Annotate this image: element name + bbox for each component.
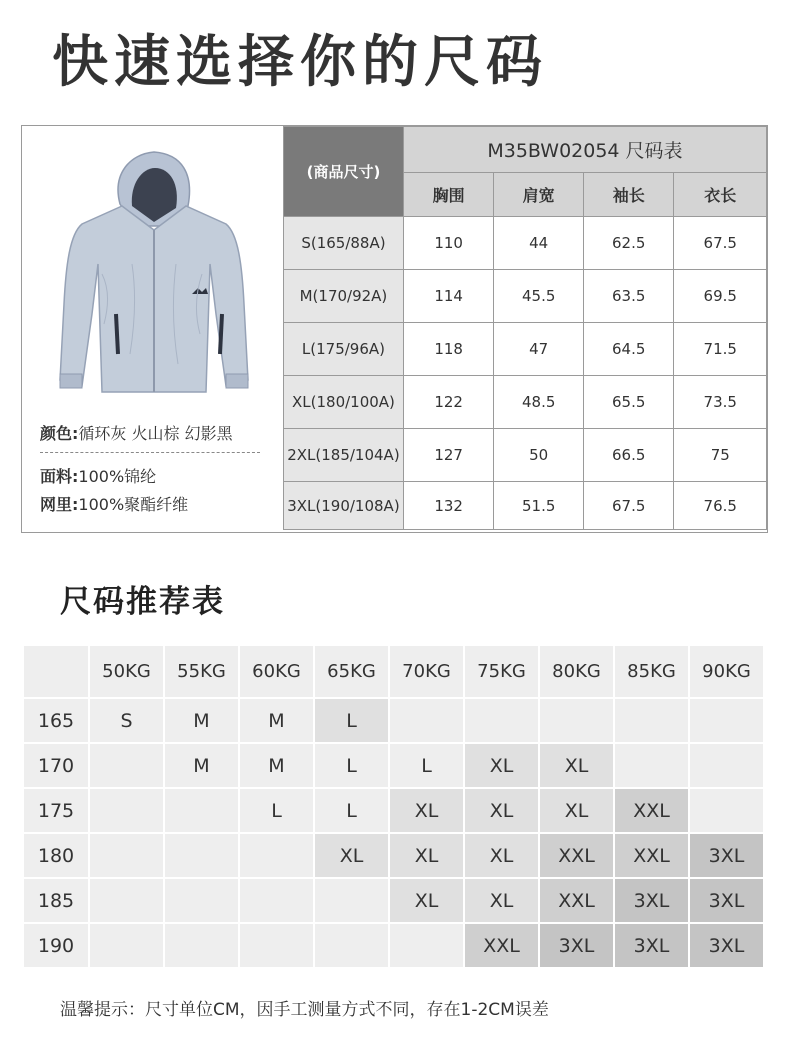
table-cell <box>165 834 238 877</box>
table-cell: 3XL <box>615 924 688 967</box>
table-cell <box>540 699 613 742</box>
table-cell: 3XL <box>690 924 763 967</box>
footnote: 温馨提示：尺寸单位CM，因手工测量方式不同，存在1-2CM误差 <box>60 1000 549 1020</box>
weight-header: 85KG <box>615 646 688 697</box>
table-cell: 63.5 <box>583 270 674 323</box>
table-cell: XL <box>465 744 538 787</box>
table-row <box>24 789 763 832</box>
table-cell: 132 <box>403 482 494 530</box>
size-label: M(170/92A) <box>284 270 404 323</box>
table-cell: XL <box>465 789 538 832</box>
table-cell <box>90 879 163 922</box>
table-row <box>284 482 767 530</box>
weight-header: 60KG <box>240 646 313 697</box>
color-line <box>40 421 233 444</box>
recommend-table <box>22 644 765 969</box>
table-cell: 47 <box>494 323 584 376</box>
table-cell: M <box>240 744 313 787</box>
table-cell: 64.5 <box>583 323 674 376</box>
table-cell <box>240 924 313 967</box>
table-cell: 66.5 <box>583 429 674 482</box>
table-row <box>284 217 767 270</box>
table-cell <box>615 744 688 787</box>
lining-label: 网里: <box>40 495 79 514</box>
table-cell: XL <box>390 789 463 832</box>
table-cell <box>690 699 763 742</box>
table-cell: XL <box>540 789 613 832</box>
fabric-value: 100%锦纶 <box>78 467 157 486</box>
size-label: 2XL(185/104A) <box>284 429 404 482</box>
column-header: 胸围 <box>403 173 494 217</box>
recommend-title: 尺码推荐表 <box>60 584 225 620</box>
lining-value: 100%聚酯纤维 <box>78 495 189 514</box>
height-label: 190 <box>24 924 88 967</box>
weight-header: 70KG <box>390 646 463 697</box>
weight-header: 50KG <box>90 646 163 697</box>
weight-header: 75KG <box>465 646 538 697</box>
table-row <box>24 924 763 967</box>
size-label: L(175/96A) <box>284 323 404 376</box>
table-cell: 127 <box>403 429 494 482</box>
table-cell: M <box>240 699 313 742</box>
weight-header: 55KG <box>165 646 238 697</box>
table-row <box>24 879 763 922</box>
table-row <box>284 429 767 482</box>
table-cell: M <box>165 744 238 787</box>
height-label: 170 <box>24 744 88 787</box>
table-cell: 50 <box>494 429 584 482</box>
table-cell: 48.5 <box>494 376 584 429</box>
table-row <box>284 376 767 429</box>
table-row <box>24 699 763 742</box>
table-cell <box>90 924 163 967</box>
table-cell: XXL <box>615 789 688 832</box>
table-row <box>24 744 763 787</box>
fabric-line <box>40 464 156 487</box>
height-label: 185 <box>24 879 88 922</box>
table-cell <box>690 789 763 832</box>
size-label: S(165/88A) <box>284 217 404 270</box>
height-label: 180 <box>24 834 88 877</box>
table-cell <box>690 744 763 787</box>
page-title: 快速选择你的尺码 <box>52 30 548 95</box>
table-cell <box>315 879 388 922</box>
weight-header-row <box>24 646 763 697</box>
table-cell <box>315 924 388 967</box>
weight-header: 80KG <box>540 646 613 697</box>
table-cell: 67.5 <box>674 217 767 270</box>
table-cell <box>465 699 538 742</box>
size-label: 3XL(190/108A) <box>284 482 404 530</box>
table-cell <box>90 834 163 877</box>
table-cell: XL <box>465 834 538 877</box>
table-row <box>284 270 767 323</box>
column-header: 袖长 <box>583 173 674 217</box>
table-cell: L <box>315 699 388 742</box>
table-cell: XXL <box>615 834 688 877</box>
table-cell <box>90 789 163 832</box>
table-cell <box>165 879 238 922</box>
size-table <box>283 126 767 530</box>
table-row <box>284 323 767 376</box>
table-cell: 3XL <box>540 924 613 967</box>
table-cell: 71.5 <box>674 323 767 376</box>
table-cell: 3XL <box>690 879 763 922</box>
table-cell: 44 <box>494 217 584 270</box>
table-cell <box>90 744 163 787</box>
table-cell: L <box>240 789 313 832</box>
size-table-corner: (商品尺寸) <box>284 127 404 217</box>
table-cell: 62.5 <box>583 217 674 270</box>
lining-line <box>40 492 188 515</box>
table-cell: L <box>390 744 463 787</box>
color-label: 颜色: <box>40 424 79 443</box>
corner-cell <box>24 646 88 697</box>
table-cell: XL <box>390 879 463 922</box>
table-cell: XXL <box>540 879 613 922</box>
table-cell: 76.5 <box>674 482 767 530</box>
table-cell: 65.5 <box>583 376 674 429</box>
height-label: 165 <box>24 699 88 742</box>
jacket-image <box>42 144 262 406</box>
table-cell: S <box>90 699 163 742</box>
table-cell: 69.5 <box>674 270 767 323</box>
weight-header: 90KG <box>690 646 763 697</box>
table-cell: L <box>315 789 388 832</box>
table-cell: 73.5 <box>674 376 767 429</box>
weight-header: 65KG <box>315 646 388 697</box>
table-cell <box>240 879 313 922</box>
table-row <box>24 834 763 877</box>
color-value: 循环灰 火山棕 幻影黑 <box>78 424 233 443</box>
table-cell: 45.5 <box>494 270 584 323</box>
table-cell: XL <box>540 744 613 787</box>
size-table-title: M35BW02054 尺码表 <box>403 127 766 173</box>
table-cell: 3XL <box>690 834 763 877</box>
table-cell: XXL <box>465 924 538 967</box>
table-cell: 67.5 <box>583 482 674 530</box>
fabric-label: 面料: <box>40 467 79 486</box>
height-label: 175 <box>24 789 88 832</box>
table-cell: 114 <box>403 270 494 323</box>
divider <box>40 452 260 453</box>
table-cell: 118 <box>403 323 494 376</box>
column-header: 衣长 <box>674 173 767 217</box>
table-cell: XL <box>390 834 463 877</box>
table-cell: 110 <box>403 217 494 270</box>
table-cell: 75 <box>674 429 767 482</box>
table-cell: XL <box>315 834 388 877</box>
column-header: 肩宽 <box>494 173 584 217</box>
table-cell <box>390 699 463 742</box>
table-cell: L <box>315 744 388 787</box>
product-panel <box>22 126 283 532</box>
table-cell <box>165 789 238 832</box>
table-cell <box>390 924 463 967</box>
table-cell <box>240 834 313 877</box>
table-cell <box>165 924 238 967</box>
table-cell: 122 <box>403 376 494 429</box>
table-cell: XXL <box>540 834 613 877</box>
size-label: XL(180/100A) <box>284 376 404 429</box>
table-cell <box>615 699 688 742</box>
table-cell: XL <box>465 879 538 922</box>
table-cell: 3XL <box>615 879 688 922</box>
table-cell: M <box>165 699 238 742</box>
table-cell: 51.5 <box>494 482 584 530</box>
size-chart-block <box>21 125 768 533</box>
